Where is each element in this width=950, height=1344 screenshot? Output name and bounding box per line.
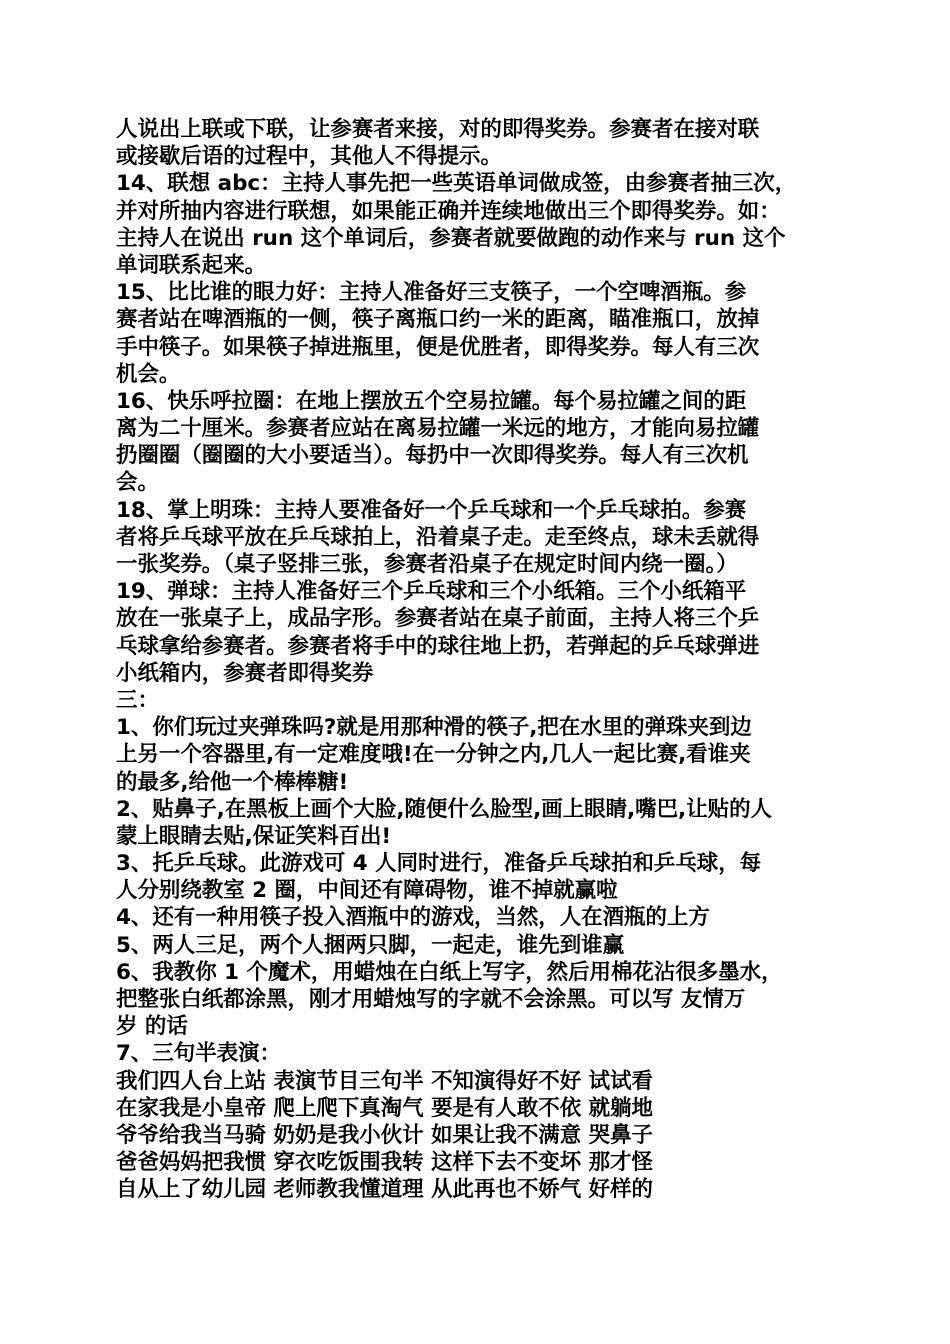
text-line: 三： [116, 687, 159, 713]
text-line: 19、弹球：主持人准备好三个乒乓球和三个小纸箱。三个小纸箱平 [116, 579, 747, 605]
text-line: 3、托乒乓球。此游戏可 4 人同时进行，准备乒乓球拍和乒乓球，每 [116, 851, 762, 877]
text-line: 人分别绕教室 2 圈，中间还有障碍物，谁不掉就赢啦 [116, 878, 618, 904]
text-line: 上另一个容器里,有一定难度哦!在一分钟之内,几人一起比赛,看谁夹 [116, 742, 751, 768]
text-line: 放在一张桌子上，成品字形。参赛者站在桌子前面，主持人将三个乒 [116, 606, 760, 632]
text-line: 并对所抽内容进行联想，如果能正确并连续地做出三个即得奖券。如： [116, 198, 781, 224]
text-line: 岁 的话 [116, 1014, 188, 1040]
text-line: 爷爷给我当马骑 奶奶是我小伙计 如果让我不满意 哭鼻子 [116, 1122, 653, 1148]
text-line: 在家我是小皇帝 爬上爬下真淘气 要是有人敢不依 就躺地 [116, 1095, 653, 1121]
document-body [116, 116, 842, 1204]
text-line: 7、三句半表演： [116, 1041, 282, 1067]
text-line: 离为二十厘米。参赛者应站在离易拉罐一米远的地方，才能向易拉罐 [116, 416, 760, 442]
text-line: 赛者站在啤酒瓶的一侧，筷子离瓶口约一米的距离，瞄准瓶口，放掉 [116, 307, 760, 333]
text-line: 4、还有一种用筷子投入酒瓶中的游戏，当然，人在酒瓶的上方 [116, 905, 710, 931]
text-line: 乓球拿给参赛者。参赛者将手中的球往地上扔，若弹起的乒乓球弹进 [116, 633, 760, 659]
text-line: 扔圈圈（圈圈的大小要适当）。每扔中一次即得奖券。每人有三次机 [116, 443, 749, 469]
text-line: 爸爸妈妈把我惯 穿衣吃饭围我转 这样下去不变坏 那才怪 [116, 1150, 653, 1176]
text-line: 把整张白纸都涂黑，刚才用蜡烛写的字就不会涂黑。可以写 友情万 [116, 987, 746, 1012]
text-line: 人说出上联或下联，让参赛者来接，对的即得奖券。参赛者在接对联 [116, 117, 760, 142]
text-line: 小纸箱内，参赛者即得奖券 [116, 660, 374, 686]
text-line: 14、联想 abc：主持人事先把一些英语单词做成签，由参赛者抽三次， [116, 171, 797, 197]
text-line: 单词联系起来。 [116, 252, 267, 278]
text-line: 5、两人三足，两个人捆两只脚，一起走，谁先到谁赢 [116, 932, 625, 958]
text-line: 1、你们玩过夹弹珠吗?就是用那种滑的筷子,把在水里的弹珠夹到边 [116, 715, 752, 741]
text-line: 的最多,给他一个棒棒糖! [116, 769, 349, 795]
text-line: 6、我教你 1 个魔术，用蜡烛在白纸上写字，然后用棉花沾很多墨水， [116, 959, 783, 985]
text-line: 16、快乐呼拉圈：在地上摆放五个空易拉罐。每个易拉罐之间的距 [116, 388, 747, 414]
text-line: 机会。 [116, 361, 181, 387]
text-line: 者将乒乓球平放在乒乓球拍上，沿着桌子走。走至终点，球未丢就得 [116, 524, 760, 550]
text-line: 主持人在说出 run 这个单词后，参赛者就要做跑的动作来与 run 这个 [116, 225, 786, 251]
text-line: 蒙上眼睛去贴,保证笑料百出! [116, 823, 392, 849]
text-line: 15、比比谁的眼力好：主持人准备好三支筷子，一个空啤酒瓶。参 [116, 280, 747, 306]
text-line: 18、掌上明珠：主持人要准备好一个乒乓球和一个乒乓球拍。参赛 [116, 497, 747, 523]
text-line: 或接歇后语的过程中，其他人不得提示。 [116, 144, 502, 170]
text-line: 2、贴鼻子,在黑板上画个大脸,随便什么脸型,画上眼睛,嘴巴,让贴的人 [116, 796, 772, 822]
text-line: 会。 [116, 470, 159, 496]
text-line: 手中筷子。如果筷子掉进瓶里，便是优胜者，即得奖券。每人有三次 [116, 334, 760, 360]
text-line: 我们四人台上站 表演节目三句半 不知演得好不好 试试看 [116, 1068, 653, 1094]
text-line: 一张奖券。（桌子竖排三张，参赛者沿桌子在规定时间内绕一圈。） [116, 552, 738, 577]
text-line: 自从上了幼儿园 老师教我懂道理 从此再也不娇气 好样的 [116, 1177, 653, 1203]
